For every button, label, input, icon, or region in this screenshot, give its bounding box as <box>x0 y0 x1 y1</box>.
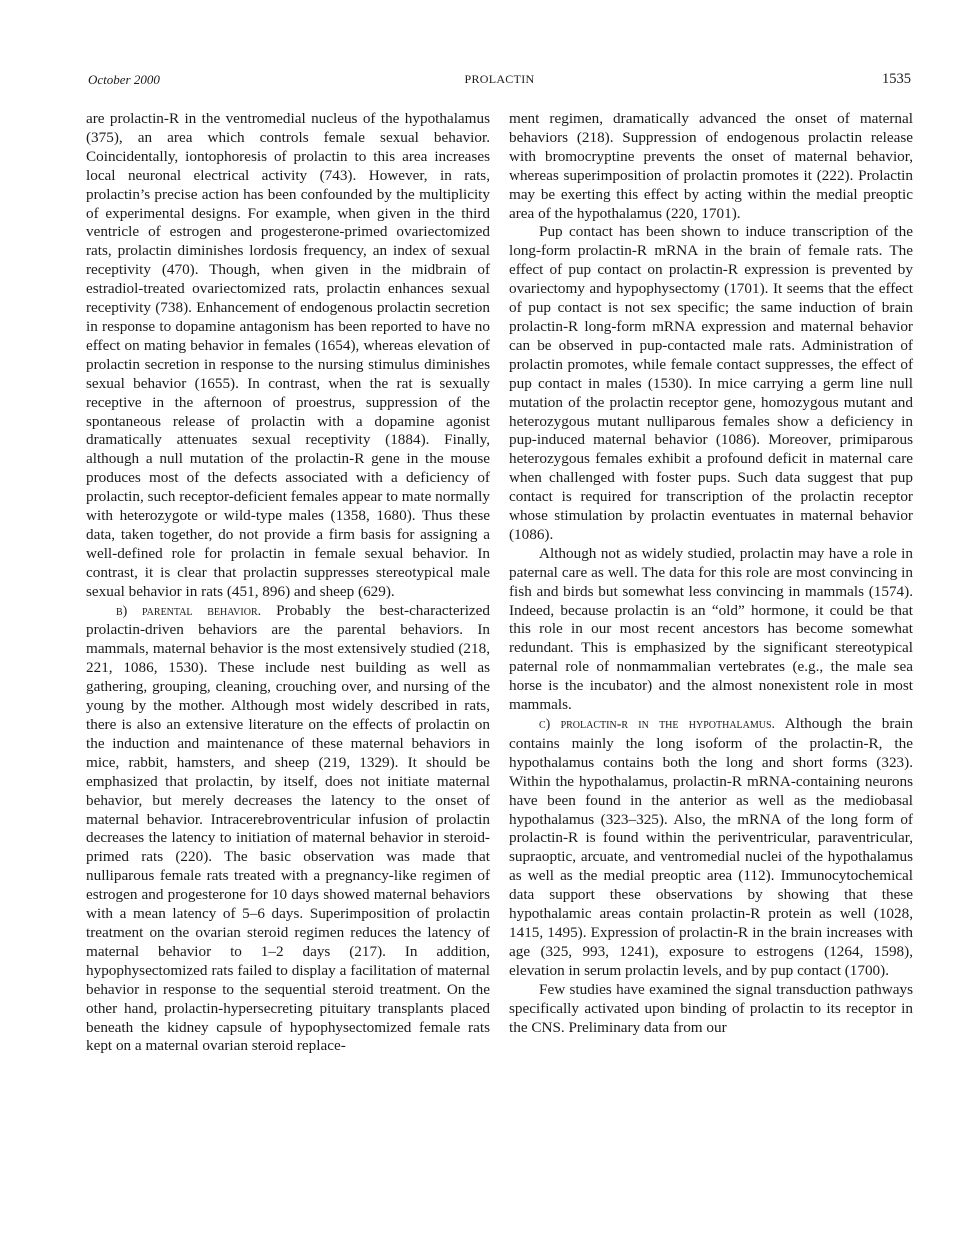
paragraph: Although not as widely studied, prolactin may have a role in paternal care as well. The data for this role are most convincing in fish and birds but somewhat less convincing in mammals (1574). Indeed, because prolactin is an “old” hormone, it could be that this role in our most recent ancestors has become somewhat redundant. This is emphasized by the significant stereotypical paternal role of nonmammalian vertebrates (e.g., the male sea horse is the incubator) and the almost nonexistent role in most mammals. <box>509 544 913 714</box>
issue-date: October 2000 <box>88 72 160 87</box>
journal-title: PROLACTIN <box>464 72 535 86</box>
running-head <box>88 72 911 92</box>
paragraph-text: Although the brain contains mainly the long isoform of the prolactin-R, the hypothalamus contains both the long and short forms (323). Within the hypothalamus, prolactin-R mRNA-containing neurons have been found in the anterior as well as the mediobasal hypothalamus (323–325). Also, the mRNA of the long form of prolactin-R is found within the periventricular, paraventricular, supraoptic, arcuate, and ventromedial nuclei of the hypothalamus as well as the medial preoptic area (112). Immunocytochemical data support these observations by showing that these hypothalamic areas contain prolactin-R protein as well (1028, 1415, 1495). Expression of prolactin-R in the brain increases with age (325, 993, 1241), exposure to estrogens (1264, 1598), elevation in serum prolactin levels, and by pup contact (1700). <box>509 715 913 979</box>
paragraph: ment regimen, dramatically advanced the onset of maternal behaviors (218). Suppression of endogenous prolactin release with bromocryptine prevents the onset of maternal behavior, whereas superimposition of prolactin promotes it (222). Prolactin may be exerting this effect by acting within the medial preoptic area of the hypothalamus (220, 1701). <box>509 110 913 222</box>
page-number: 1535 <box>882 71 911 87</box>
section-heading: b) parental behavior. <box>116 603 262 619</box>
paragraph: Few studies have examined the signal transduction pathways specifically activated upon binding of prolactin to its receptor in the CNS. Preliminary data from our <box>509 980 913 1036</box>
left-column <box>86 110 490 1056</box>
paragraph <box>509 715 913 981</box>
section-heading: c) prolactin-r in the hypothalamus. <box>539 717 776 732</box>
paragraph: are prolactin-R in the ventromedial nucleus of the hypothalamus (375), an area which controls female sexual behavior. Coincidentally, iontophoresis of prolactin to this area increases local neuronal electrical activity (743). However, in rats, prolactin’s precise action has been confounded by the multiplicity of experimental designs. For example, when given in the third ventricle of estrogen and progesterone-primed ovariectomized rats, prolactin diminishes lordosis frequency, an index of sexual receptivity (470). Though, when given in the midbrain of estradiol-treated ovariectomized rats, prolactin enhances sexual receptivity (738). Enhancement of endogenous prolactin secretion in response to dopamine antagonism has been reported to have no effect on mating behavior in females (1654), whereas elevation of prolactin secretion in response to the nursing stimulus diminishes sexual behavior (1655). In contrast, when the rat is sexually receptive in the afternoon of proestrus, suppression of the spontaneous release of prolactin with a dopamine agonist dramatically attenuates sexual receptivity (1884). Finally, although a null mutation of the prolactin-R gene in the mouse produces most of the defects associated with a deficiency of prolactin, such receptor-deficient females appear to mate normally with heterozygote or wild-type males (1358, 1680). Thus these data, taken together, do not provide a firm basis for assigning a well-defined role for prolactin in female sexual behavior. In contrast, it is clear that prolactin suppresses stereotypical male sexual behavior in rats (451, 896) and sheep (629). <box>86 110 490 600</box>
paragraph-text: Probably the best-characterized prolactin-driven behaviors are the parental behaviors. In mammals, maternal behavior is the most extensively studied (218, 221, 1086, 1530). These include nest building as well as gathering, grouping, cleaning, crouching over, and nursing of the young by the mother. Although most widely described in rats, there is also an extensive literature on the effects of prolactin on the induction and maintenance of these maternal behaviors in mice, rabbit, hamsters, and sheep (219, 1329). It should be emphasized that prolactin, by itself, does not initiate maternal behavior, but merely decreases the latency to the onset of maternal behavior. Intracerebroventricular infusion of prolactin decreases the latency to initiation of maternal behavior in steroid-primed rats (220). The basic observation was made that nulliparous female rats treated with a pregnancy-like regimen of estrogen and progesterone for 10 days showed maternal behaviors with a mean latency of 5–6 days. Superimposition of prolactin treatment on the ovarian steroid regimen reduces the latency of maternal behavior to 1–2 days (217). In addition, hypophysectomized rats failed to display a facilitation of maternal behavior in response to the sequential steroid treatment. On the other hand, prolactin-hypersecreting pituitary transplants placed beneath the kidney capsule of hypophysectomized female rats kept on a maternal ovarian steroid replace- <box>86 601 490 1055</box>
paragraph <box>86 602 490 1057</box>
right-column <box>509 110 913 1037</box>
paragraph: Pup contact has been shown to induce transcription of the long-form prolactin-R mRNA in the brain of female rats. The effect of pup contact on prolactin-R expression is prevented by ovariectomy and hypophysectomy (1701). It seems that the effect of pup contact is not sex specific; the same induction of brain prolactin-R long-form mRNA expression and maternal behavior can be observed in pup-contacted male rats. Administration of prolactin promotes, while female contact suppresses, the effect of pup contact in males (1530). In mice carrying a germ line null mutation of the prolactin receptor gene, homozygous mutant and heterozygous mutant nulliparous females show a deficiency in pup-induced maternal behavior (1086). Moreover, primiparous heterozygous females exhibit a profound deficit in maternal care when challenged with foster pups. Such data suggest that pup contact is required for transcription of the prolactin receptor whose stimulation by prolactin eventuates in maternal behavior (1086). <box>509 223 913 543</box>
